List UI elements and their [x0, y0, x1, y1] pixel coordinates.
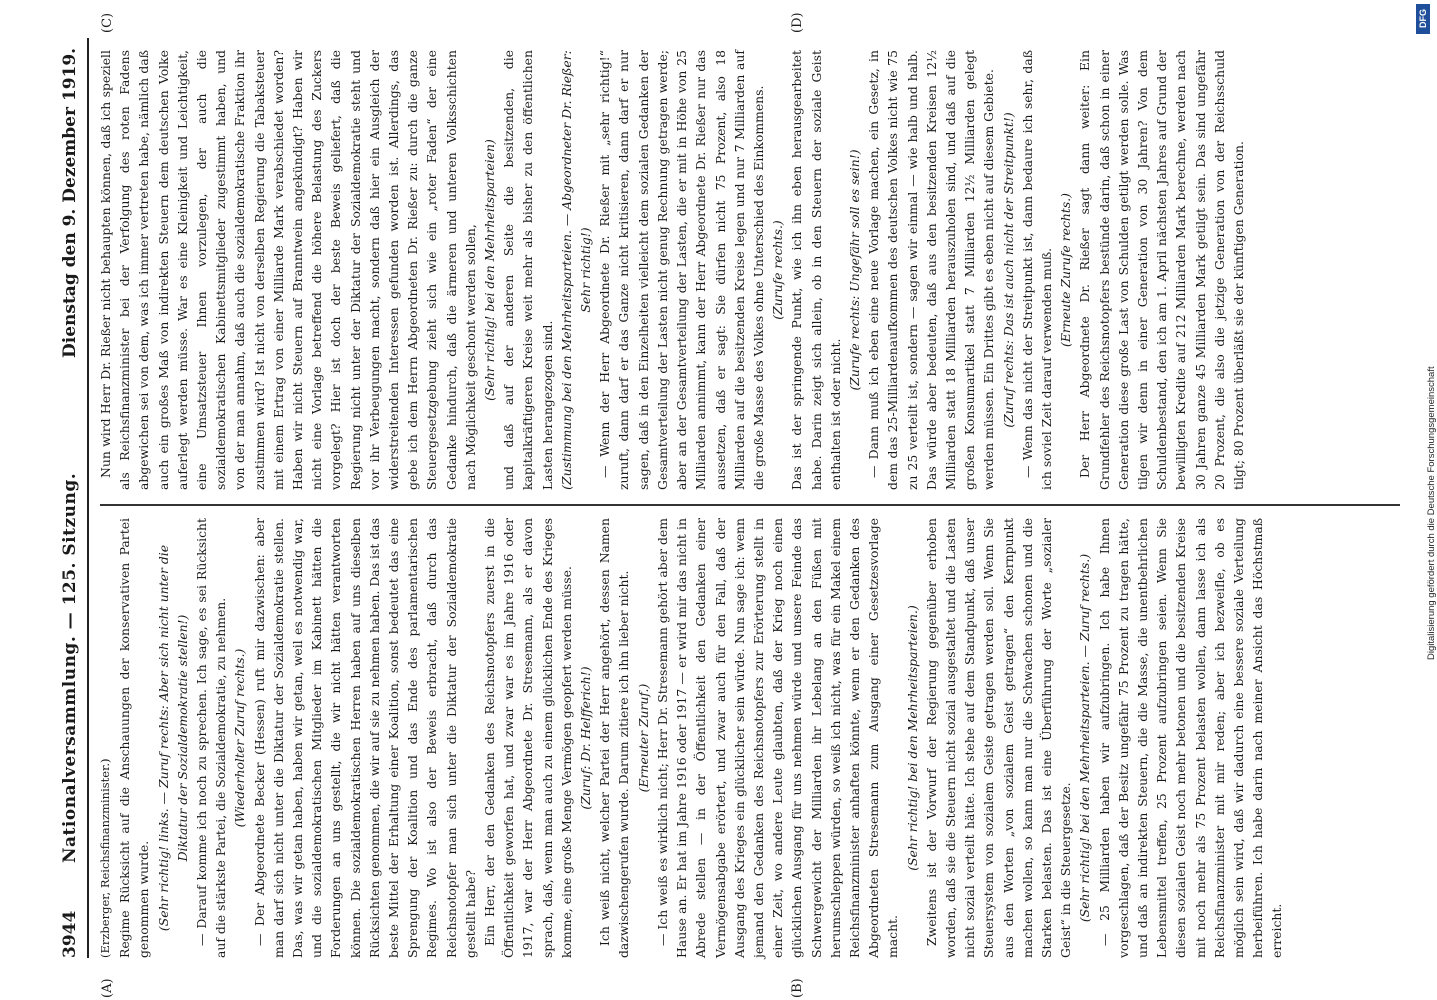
page-number: 3944 — [60, 910, 80, 958]
interjection: (Sehr richtig! bei den Mehrheitsparteien.) — [904, 605, 920, 871]
margin-marker-b: (B) — [790, 978, 805, 998]
interjection: (Zustimmung bei den Mehrheitsparteien. — Abgeordneter Dr. Rießer: Sehr richtig!) — [558, 50, 594, 490]
left-text-column — [96, 518, 1287, 958]
paragraph: Ich weiß nicht, welcher Partei der Herr angehört, dessen Namen dazwischengerufen wurde. Darum zitiere ich ihn lieber nicht. — [597, 518, 632, 958]
digitization-watermark: Digitalisierung gefördert durch die Deutsche Forschungsgemeinschaft — [1426, 366, 1437, 660]
right-text-column — [96, 50, 1248, 490]
interjection: (Sehr richtig! bei den Mehrheitsparteien) — [482, 139, 498, 401]
paragraph: Zweitens ist der Vorwurf der Regierung gegenüber erhoben worden, daß sie die Steuern nicht sozial ausgestaltet und die Lasten nicht sozial verteilt hätte. Ich stehe auf dem Standpunkt, daß unser Steuersystem von sozialem Geiste getragen werden soll. Wenn Sie aus den Worten „von sozialem Geist getragen“ den Kernpunkt machen wollen, so kann man nur die Schwachen schonen und die Starken belasten. Das ist eine Überführung der Worte „sozialer Geist“ in die Steuergesetze. — [923, 518, 1074, 958]
paragraph: Ein Herr, der den Gedanken des Reichsnotopfers zuerst in die Öffentlichkeit geworfen hat, und zwar war es im Jahre 1916 oder 1917, war der Herr Abgeordnete Dr. Stresemann, als er davon sprach, daß, wenn man auch zu einem glücklichen Ende des Krieges komme, eine große Menge Vermögen geopfert werden müsse. — [482, 518, 574, 958]
interjection: (Erneuter Zuruf.) — [635, 683, 651, 793]
margin-marker-d: (D) — [790, 12, 805, 33]
interjection: (Erneute Zurufe rechts.) — [1058, 193, 1074, 347]
header-rule — [87, 38, 89, 958]
interjection: (Zurufe rechts: Ungefähr soll es sein!) — [846, 149, 862, 391]
paragraph: — Darauf komme ich noch zu sprechen. Ich sage, es sei Rücksicht auf die stärkste Partei, die Sozialdemokratie, zu nehmen. — [194, 518, 229, 958]
interjection: (Zurufe rechts.) — [770, 220, 786, 320]
page-header — [60, 38, 88, 958]
paragraph: Regime Rücksicht auf die Anschauungen der konservativen Partei genommen wurde. — [117, 518, 152, 958]
interjection: (Wiederholter Zuruf rechts.) — [232, 648, 248, 828]
right-running-title: Dienstag den 9. Dezember 1919. — [60, 47, 80, 358]
interjection: (Sehr richtig! bei den Mehrheitsparteien. — Zuruf rechts.) — [1077, 553, 1093, 923]
paragraph: Der Herr Abgeordnete Dr. Rießer sagt dann weiter: Ein Grundfehler des Reichsnotopfers bestünde darin, daß schon in einer Generation diese große Last von Schulden getilgt werden solle. Was tilgen wir denn in einer Generation von 30 Jahren? Von dem Schuldenbestand, den ich am 1. April nächsten Jahres auf Grund der bewilligten Kredite auf 212 Milliarden Mark berechne, werden nach 30 Jahren ganze 45 Milliarden Mark getilgt sein. Das sind ungefähr 20 Prozent, die also die jetzige Generation von der Reichsschuld tilgt; 80 Prozent überläßt sie der künftigen Generation. — [1077, 50, 1246, 490]
dfg-logo: DFG — [1416, 4, 1430, 34]
speaker-label: (Erzberger, Reichsfinanzminister.) — [98, 758, 112, 958]
paragraph: Das ist der springende Punkt, wie ich ihn eben herausgearbeitet habe. Darin zeigt sich allein, ob in den Steuern der soziale Geist enthalten ist oder nicht. — [789, 50, 843, 490]
interjection: (Sehr richtig! links. — Zuruf rechts: Aber sich nicht unter die Diktatur der Sozialdemokratie stellen!) — [155, 544, 190, 932]
paragraph: und daß auf der anderen Seite die besitzenden, die kapitalkräftigeren Kreise weit mehr als bisher zu den öffentlichen Lasten herangezogen sind. — [501, 50, 555, 490]
paragraph: — Wenn das nicht der Streitpunkt ist, dann bedaure ich sehr, daß ich soviel Zeit darauf verwenden muß. — [1019, 50, 1054, 490]
column-divider — [100, 505, 1400, 507]
paragraph: — Dann muß ich eben eine neue Vorlage machen, ein Gesetz, in dem das 25-Milliardenaufkommen des deutschen Volkes nicht wie 75 zu 25 verteilt ist, sondern — sagen wir einmal — wie halb und halb. Das würde aber bedeuten, daß aus den besitzenden Kreisen 12½ Milliarden statt 18 Milliarden herauszuholen sind, und daß auf die großen Konsumartikel statt 7 Milliarden 12½ Milliarden gelegt werden müssen. Ein Drittes gibt es eben nicht auf diesem Gebiete. — [866, 50, 997, 490]
rotated-document-page — [60, 12, 1410, 998]
interjection: (Zuruf: Dr. Helfferich!) — [578, 666, 594, 810]
paragraph: Nun wird Herr Dr. Rießer nicht behaupten können, daß ich speziell als Reichsfinanzminister bei der Verfolgung des roten Fadens abgewichen sei von dem, was ich immer vertreten habe, nämlich daß auch ein großes Maß von indirekten Steuern dem deutschen Volke auferlegt werden müsse. War es eine Kleinigkeit und Leichtigkeit, eine Umsatzsteuer Ihnen vorzulegen, der auch die sozialdemokratischen Kabinettsmitglieder zugestimmt haben, und von der man annahm, daß auch die sozialdemokratische Fraktion ihr zustimmen wird? Ist nicht von derselben Regierung die Tabaksteuer mit einem Ertrag von einer Milliarde Mark verabschiedet worden? Haben wir nicht Steuern auf Branntwein angekündigt? Haben wir nicht eine Vorlage betreffend die höhere Belastung des Zuckers vorgelegt? Hier ist doch der beste Beweis geliefert, daß die Regierung nicht unter der Diktatur der Sozialdemokratie steht und vor ihr Verbeugungen macht, sondern daß hier ein Ausgleich der widerstreitenden Interessen gefunden worden ist. Allerdings, das gebe ich dem Herrn Abgeordneten Dr. Rießer zu: durch die ganze Steuergesetzgebung zieht sich wie ein „roter Faden“ der eine Gedanke hindurch, daß die ärmeren und unteren Volksschichten nach Möglichkeit geschont werden sollen, — [98, 50, 478, 490]
paragraph: — Der Abgeordnete Becker (Hessen) ruft mir dazwischen: aber man darf sich nicht unter die Diktatur der Sozialdemokratie stellen. Das, was wir getan haben, haben wir getan, weil es notwendig war, und die sozialdemokratischen Mitglieder im Kabinett hätten die Forderungen an uns gestellt, die wir nicht hätten verantworten können. Die sozialdemokratischen Herren haben auf uns dieselben Rücksichten genommen, die wir auf sie zu nehmen haben. Das ist das beste Mittel der Erhaltung einer Koalition, sonst bedeutet das eine Sprengung der Koalition und das Ende des parlamentarischen Regimes. Wo ist also der Beweis erbracht, daß durch das Reichsnotopfer man sich unter die Diktatur der Sozialdemokratie gestellt habe? — [251, 518, 478, 958]
margin-marker-c: (C) — [100, 12, 115, 33]
interjection: (Zuruf rechts: Das ist auch nicht der Streitpunkt!) — [1000, 112, 1016, 428]
paragraph: — Wenn der Herr Abgeordnete Dr. Rießer mit „sehr richtig!“ zuruft, dann darf er das Ganze nicht kritisieren, dann darf er nur sagen, daß in den Einzelheiten vielleicht dem sozialen Gedanken der Gesamtverteilung der Lasten nicht genug Rechnung getragen werde; aber an der Gesamtverteilung der Lasten, die er mit in Höhe von 25 Milliarden annimmt, kann der Herr Abgeordnete Dr. Rießer nur das aussetzen, daß er sagt: Sie dürfen nicht 75 Prozent, also 18 Milliarden auf die besitzenden Kreise legen und nur 7 Milliarden auf die große Masse des Volkes ohne Unterschied des Einkommens. — [597, 50, 766, 490]
paragraph: — Ich weiß es wirklich nicht; Herr Dr. Stresemann gehört aber dem Hause an. Er hat im Jahre 1916 oder 1917 — er wird mir das nicht in Abrede stellen — in der Öffentlichkeit den Gedanken einer Vermögensabgabe erörtert, und zwar auch für den Fall, daß der Ausgang des Krieges ein glücklicher sein würde. Nun sage ich: wenn jemand den Gedanken des Reichsnotopfers zur Erörterung stellt in einer Zeit, wo andere Leute glaubten, daß der Krieg noch einen glücklichen Ausgang für uns nehmen würde und unsere Feinde das Schwergewicht der Milliarden ihr Lebelang an den Füßen mit herumschleppen würden, so weiß ich nicht, was für ein Makel einem Reichsfinanzminister anhaften könnte, wenn er den Gedanken des Abgeordneten Stresemann zum Ausgang einer Gesetzesvorlage macht. — [654, 518, 901, 958]
margin-marker-a: (A) — [100, 978, 115, 998]
left-running-title: Nationalversammlung. — 125. Sitzung. — [60, 472, 80, 863]
paragraph: — 25 Milliarden haben wir aufzubringen. Ich habe Ihnen vorgeschlagen, daß der Besitz ungefähr 75 Prozent zu tragen hätte, und daß an indirekten Steuern, die die Masse, die unentbehrlichen Lebensmittel treffen, 25 Prozent aufzubringen seien. Wenn Sie diesen sozialen Geist noch mehr betonen und die besitzenden Kreise mit noch mehr als 75 Prozent belasten wollen, dann lasse ich als Reichsfinanzminister mit mir reden; aber ich bezweifle, ob es möglich sein wird, daß wir dadurch eine bessere soziale Verteilung herbeiführen. Ich habe darin nach meiner Ansicht das Höchstmaß erreicht. — [1096, 518, 1285, 958]
